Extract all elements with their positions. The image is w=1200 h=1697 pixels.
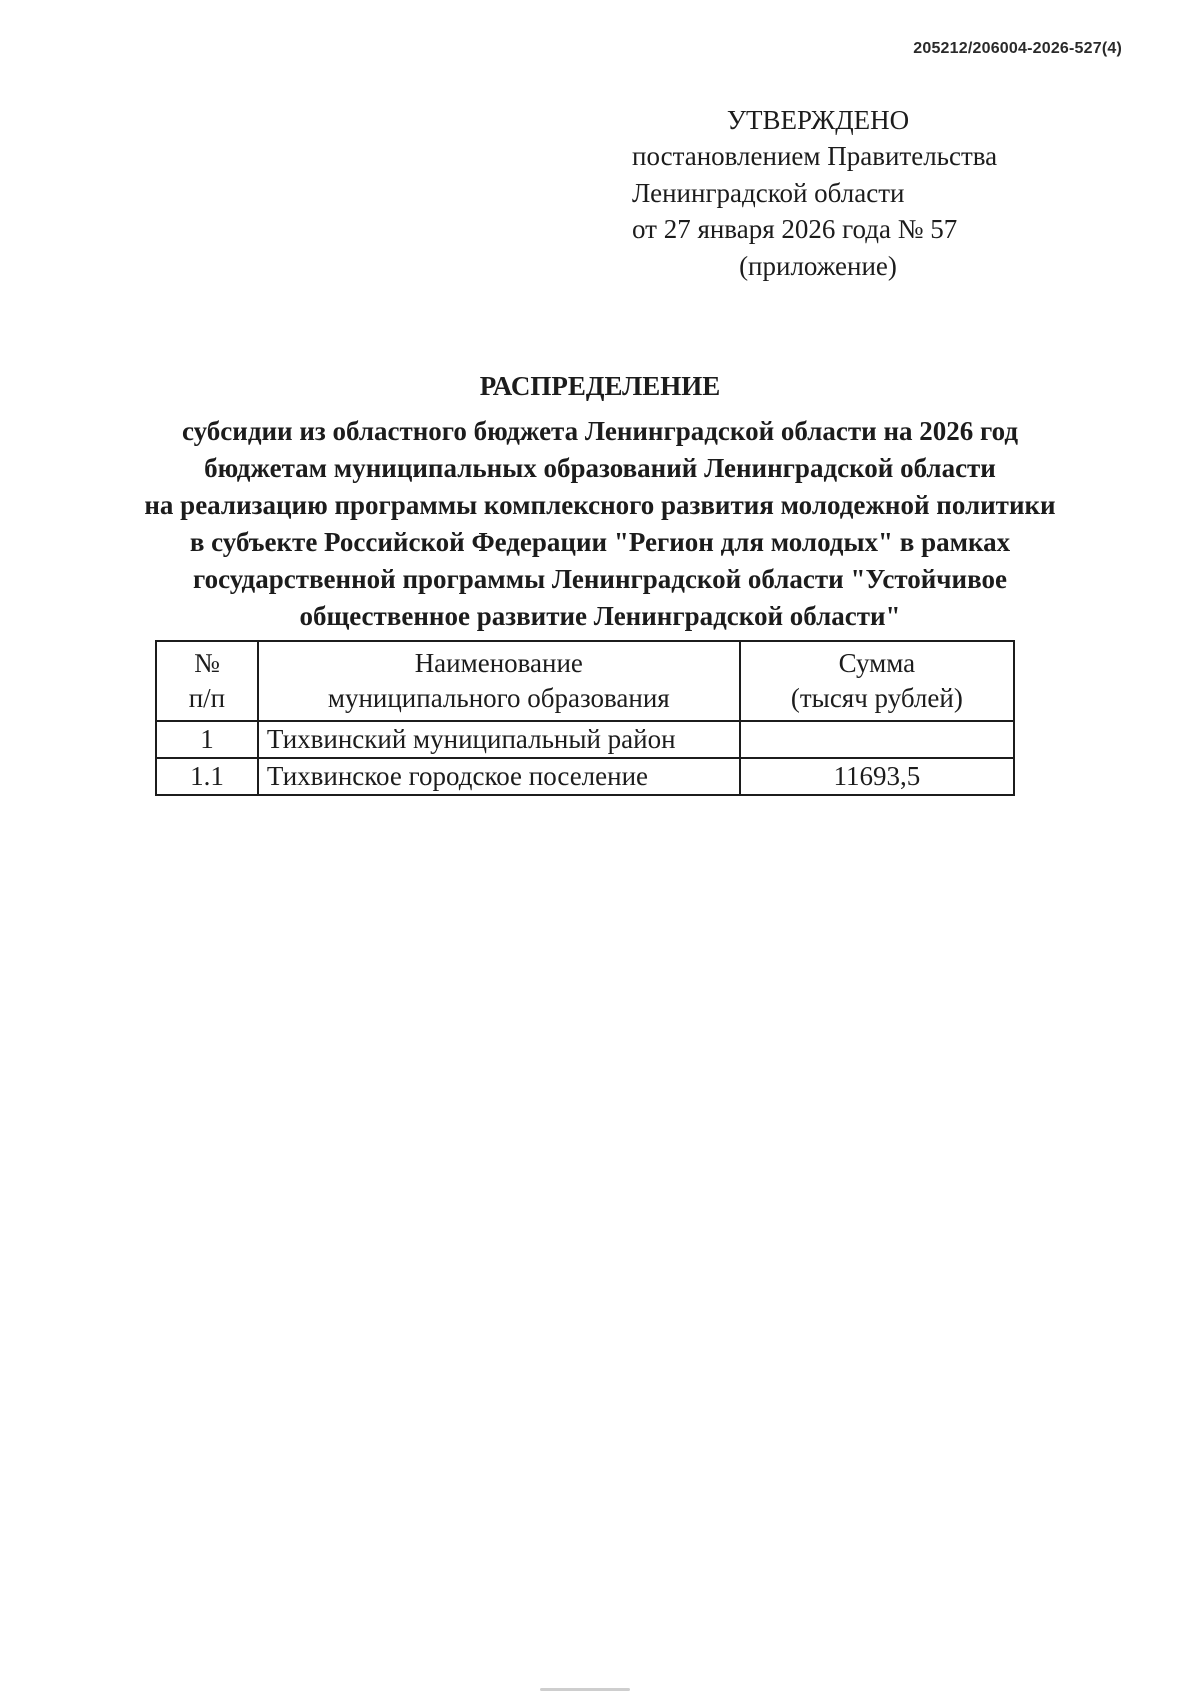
document-subtitle-line: субсидии из областного бюджета Ленинградской области на 2026 год xyxy=(182,415,1018,446)
table-row xyxy=(156,721,1014,758)
document-reference-number: 205212/206004-2026-527(4) xyxy=(913,40,1122,57)
approval-line-region: Ленинградской области xyxy=(632,177,905,208)
document-subtitle-line: общественное развитие Ленинградской области" xyxy=(299,600,901,631)
municipality-name-cell: Тихвинское городское поселение xyxy=(258,758,740,795)
sum-cell xyxy=(740,721,1014,758)
document-subtitle-line: в субъекте Российской Федерации "Регион для молодых" в рамках xyxy=(189,526,1011,557)
row-number-cell: 1 xyxy=(156,721,258,758)
table-row xyxy=(156,758,1014,795)
sum-cell: 11693,5 xyxy=(740,758,1014,795)
document-subtitle-line: на реализацию программы комплексного развития молодежной политики xyxy=(144,489,1056,520)
table-header-row xyxy=(156,641,1014,721)
column-header-sum xyxy=(740,641,1014,721)
approval-line-date-number: от 27 января 2026 года № 57 xyxy=(632,214,958,245)
distribution-table xyxy=(155,640,1015,796)
column-header-number-line1: № xyxy=(194,648,220,678)
column-header-number xyxy=(156,641,258,721)
column-header-sum-line1: Сумма xyxy=(838,648,916,678)
column-header-number-line2: п/п xyxy=(188,683,226,714)
document-subtitle-line: государственной программы Ленинградской области "Устойчивое xyxy=(193,563,1007,594)
title-block xyxy=(90,368,1110,635)
column-header-name xyxy=(258,641,740,721)
table-header xyxy=(156,641,1014,721)
row-number-cell: 1.1 xyxy=(156,758,258,795)
document-subtitle-line: бюджетам муниципальных образований Ленинградской области xyxy=(204,452,996,483)
approval-heading: УТВЕРЖДЕНО xyxy=(726,105,910,135)
column-header-name-line1: Наименование xyxy=(414,648,583,678)
approval-block xyxy=(632,102,1004,284)
column-header-name-line2: муниципального образования xyxy=(327,683,670,714)
document-title: РАСПРЕДЕЛЕНИЕ xyxy=(479,371,721,401)
scan-artifact-mark xyxy=(540,1688,630,1691)
table-body xyxy=(156,721,1014,795)
municipality-name-cell: Тихвинский муниципальный район xyxy=(258,721,740,758)
column-header-sum-line2: (тысяч рублей) xyxy=(790,683,963,714)
approval-line-appendix: (приложение) xyxy=(739,250,897,281)
approval-line-resolution: постановлением Правительства xyxy=(632,141,998,172)
